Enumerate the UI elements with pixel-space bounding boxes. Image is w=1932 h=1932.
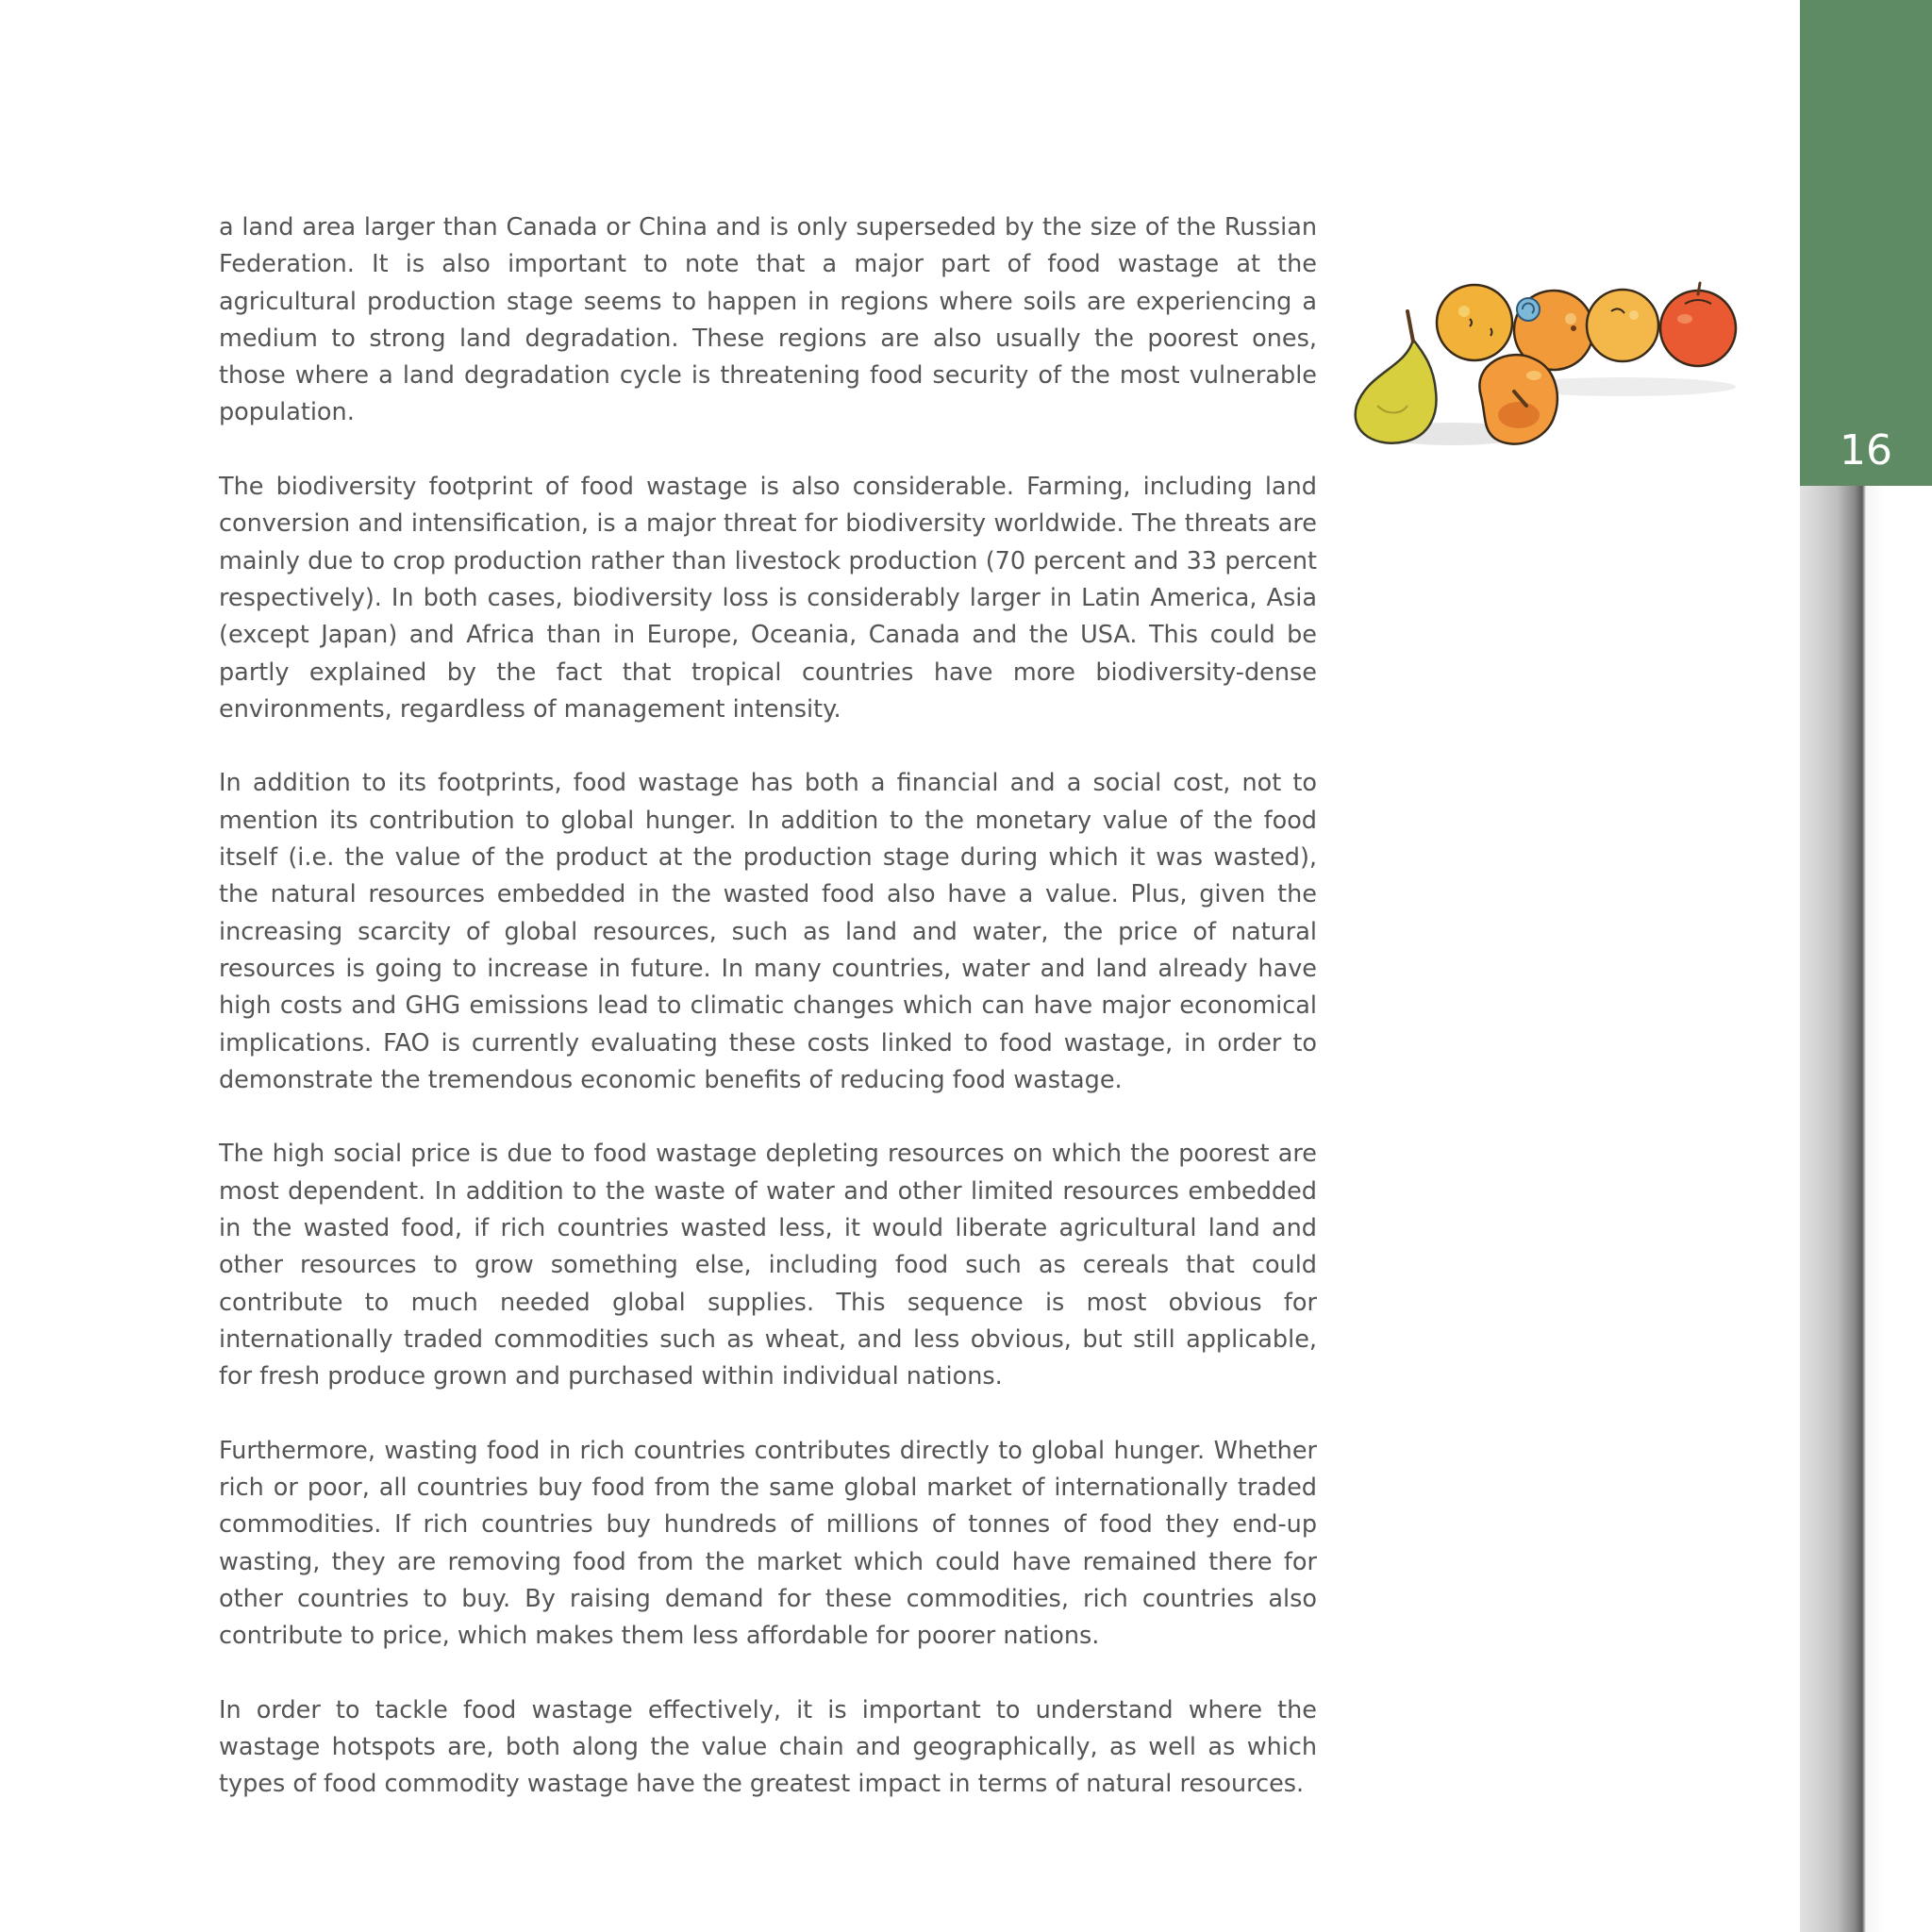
paragraph-6: In order to tackle food wastage effectively, it is important to understand where the wastage hotspots are, both along the value chain and geographically, as well as which types of food commodity wastage have the greatest impact in terms of natural resources.: [219, 1695, 1317, 1799]
apple-icon: [1437, 285, 1512, 360]
paragraph-5: Furthermore, wasting food in rich countries contributes directly to global hunger. Whether rich or poor, all countries buy food from the same global market of internationally traded commodities. If rich countries buy hundreds of millions of tonnes of food they end-up wasting, they are removing food from the market which could have remained there for other countries to buy. By raising demand for these commodities, rich countries also contribute to price, which makes them less affordable for poorer nations.: [219, 1436, 1317, 1651]
apple-icon: [1660, 283, 1736, 366]
page-edge-shadow: [1800, 486, 1932, 1932]
paragraph-3: In addition to its footprints, food wastage has both a financial and a social cost, not to mention its contribution to global hunger. In addition to the monetary value of the food itself (i.e. the value of the product at the production stage during which it was wasted), the natural resources embedded in the wasted food also have a value. Plus, given the increasing scarcity of global resources, such as land and water, the price of natural resources is going to increase in future. In many countries, water and land already have high costs and GHG emissions lead to climatic changes which can have major economical implications. FAO is currently evaluating these costs linked to food wastage, in order to demonstrate the tremendous economic benefits of reducing food wastage.: [219, 769, 1317, 1094]
pear-icon: [1356, 311, 1437, 443]
body-text: [219, 209, 1317, 1840]
paragraph-1: a land area larger than Canada or China and is only superseded by the size of the Russian Federation. It is also important to note that a major part of food wastage at the agricultural production stage seems to happen in regions where soils are experiencing a medium to strong land degradation. These regions are also usually the poorest ones, those where a land degradation cycle is threatening food security of the most vulnerable population.: [219, 213, 1317, 427]
side-color-band: [1800, 0, 1932, 486]
apple-icon: [1479, 355, 1557, 443]
apple-icon: [1587, 290, 1658, 361]
paragraph-4: The high social price is due to food wastage depleting resources on which the poorest are most dependent. In addition to the waste of water and other limited resources embedded in the wasted food, if rich countries wasted less, it would liberate agricultural land and other resources to grow something else, including food such as cereals that could contribute to much needed global supplies. This sequence is most obvious for internationally traded commodities such as wheat, and less obvious, but still applicable, for fresh produce grown and purchased within individual nations.: [219, 1140, 1317, 1391]
paragraph-2: The biodiversity footprint of food wastage is also considerable. Farming, including land conversion and intensification, is a major threat for biodiversity worldwide. The threats are mainly due to crop production rather than livestock production (70 percent and 33 percent respectively). In both cases, biodiversity loss is considerably larger in Latin America, Asia (except Japan) and Africa than in Europe, Oceania, Canada and the USA. This could be partly explained by the fact that tropical countries have more biodiversity-dense environments, regardless of management intensity.: [219, 473, 1317, 724]
fruit-illustration-icon: [1349, 274, 1745, 462]
page-number: 16: [1840, 426, 1892, 475]
